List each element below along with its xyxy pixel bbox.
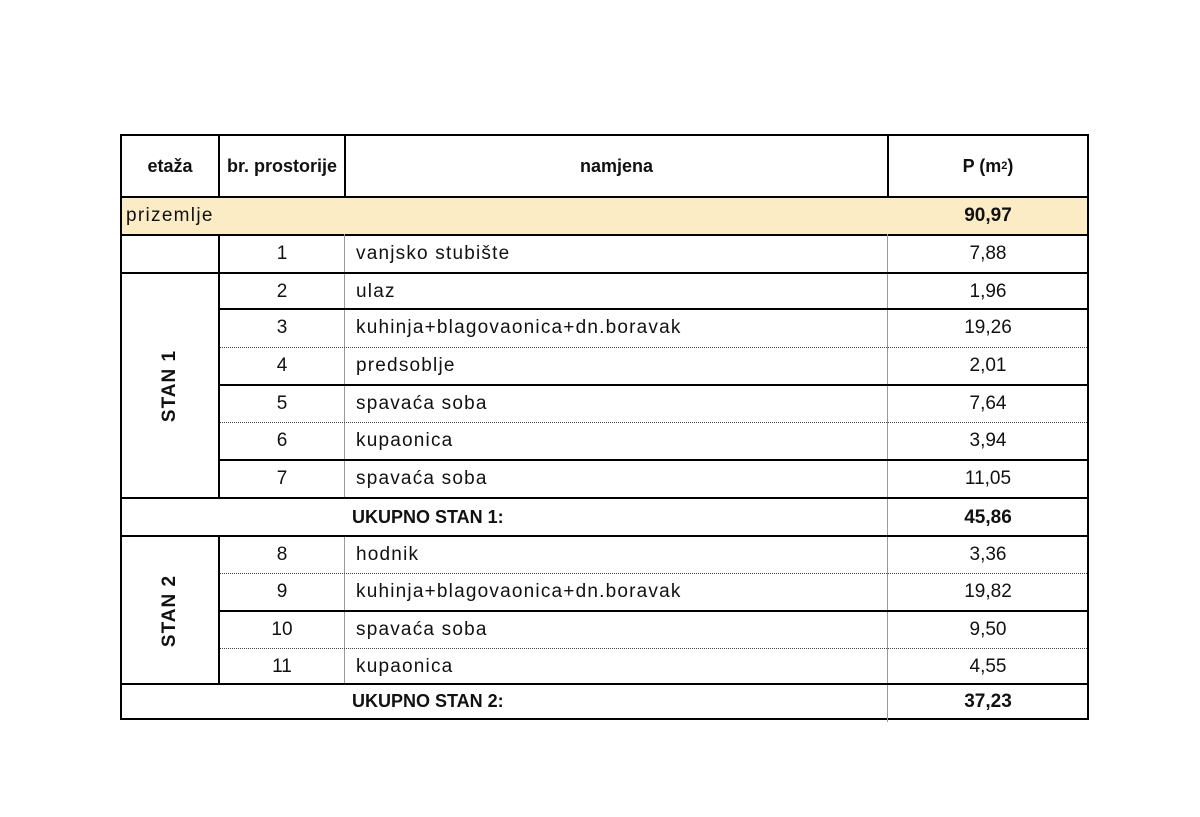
room-number: 8 (276, 544, 288, 565)
stan2-label-cell (122, 537, 218, 684)
room-name: spavaća soba (356, 619, 488, 640)
room-name: hodnik (356, 544, 420, 565)
room-name: kuhinja+blagovaonica+dn.boravak (356, 581, 682, 602)
room-area: 3,94 (969, 430, 1007, 451)
stan2-total-label: UKUPNO STAN 2: (352, 691, 504, 711)
header-etaza: etaža (147, 155, 193, 176)
stan1-label-cell (122, 274, 218, 498)
room-area: 2,01 (969, 355, 1007, 376)
header-namjena: namjena (579, 155, 654, 176)
header-p-m2 (889, 136, 1087, 196)
room-name: kupaonica (356, 430, 454, 451)
stan2-total: 37,23 (964, 690, 1012, 712)
room-number: 4 (276, 355, 288, 376)
floor-label: prizemlje (126, 205, 214, 226)
room-area: 11,05 (964, 468, 1012, 489)
room-area: 7,88 (969, 243, 1007, 264)
room-name: spavaća soba (356, 468, 488, 489)
room-name: kuhinja+blagovaonica+dn.boravak (356, 317, 682, 338)
stan1-label: STAN 1 (158, 349, 180, 423)
stan1-total: 45,86 (964, 506, 1012, 528)
room-area: 3,36 (969, 544, 1007, 565)
header-p-sup: 2 (1001, 160, 1008, 172)
header-p-close: ) (1007, 155, 1014, 176)
room-name: kupaonica (356, 655, 454, 677)
room-number: 6 (276, 430, 288, 451)
room-area-table (120, 134, 1089, 720)
room-name: spavaća soba (356, 393, 488, 414)
room-number: 10 (271, 619, 293, 640)
room-number: 9 (276, 581, 288, 602)
room-number: 2 (276, 281, 288, 302)
room-number: 3 (276, 317, 288, 338)
floor-total: 90,97 (964, 205, 1012, 226)
room-area: 1,96 (969, 281, 1007, 302)
room-area: 19,26 (964, 317, 1012, 338)
room-name: vanjsko stubište (356, 243, 511, 264)
room-number: 5 (276, 393, 288, 414)
room-number: 1 (276, 243, 288, 264)
room-number: 7 (276, 468, 288, 489)
stan2-label: STAN 2 (158, 574, 180, 647)
room-number: 11 (272, 655, 292, 677)
room-area: 19,82 (964, 581, 1012, 602)
room-area: 9,50 (969, 619, 1007, 640)
header-p-label: P (m (962, 155, 1002, 176)
room-area: 7,64 (969, 393, 1007, 414)
room-name: predsoblje (356, 355, 456, 376)
room-area: 4,55 (969, 655, 1007, 677)
stan1-total-label: UKUPNO STAN 1: (352, 507, 504, 527)
header-br-prostorije: br. prostorije (226, 155, 338, 176)
room-name: ulaz (356, 281, 396, 302)
